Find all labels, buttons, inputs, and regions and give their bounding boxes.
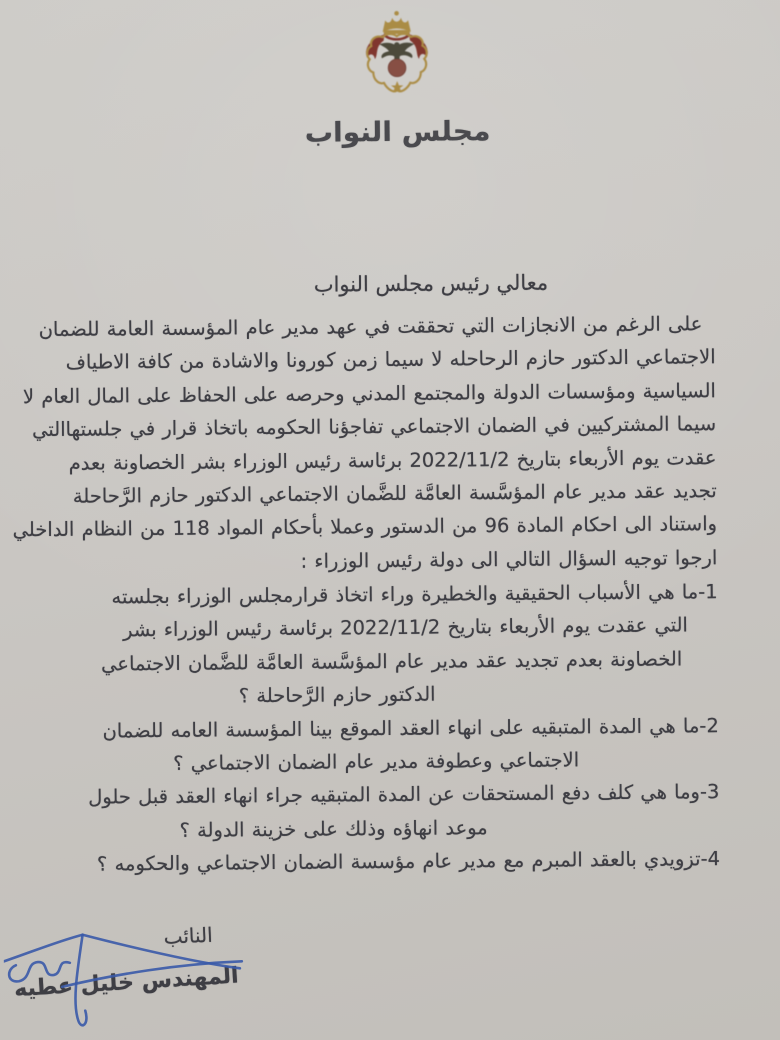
text-line: سيما المشتركيين في الضمان الاجتماعي تفاجؤنا الحكومه باتخاذ قرار في جلستهاالتي: [32, 412, 717, 442]
question-item-1: [63, 575, 719, 714]
text-line: على الرغم من الانجازات التي تحققت في عهد مدير عام المؤسسة العامة للضمان: [38, 312, 703, 342]
eagle-icon: [379, 42, 414, 61]
signatory-name: المهندس خليل عطيه: [13, 963, 240, 1003]
text-line: 1-ما هي الأسباب الحقيقية والخطيرة وراء اتخاذ قرارمجلس الوزراء بجلسته: [111, 580, 718, 609]
text-line: الاجتماعي الدكتور حازم الرحاحله لا سيما زمن كورونا والاشادة من كافة الاطياف: [65, 345, 716, 375]
globe-icon: [388, 59, 406, 77]
text-line: تجديد عقد مدير عام المؤسَّسة العامَّة للضَّمان الاجتماعي الدكتور حازم الرَّحاحلة: [72, 479, 717, 508]
jordan-coat-of-arms-icon: [353, 8, 442, 106]
text-line: التي عقدت يوم الأربعاء بتاريخ 2022/11/2 برئاسة رئيس الوزراء بشر: [122, 613, 689, 642]
text-line: 2-ما هي المدة المتبقيه على انهاء العقد الموقع بينا المؤسسة العامه للضمان: [102, 713, 719, 743]
signatory-title: النائب: [163, 922, 214, 949]
signature-block: [3, 891, 274, 1040]
text-line: الخصاونة بعدم تجديد عقد مدير عام المؤسَّسة العامَّة للضَّمان الاجتماعي: [101, 647, 683, 676]
question-item-3: [64, 776, 720, 849]
text-line: عقدت يوم الأربعاء بتاريخ 2022/11/2 برئاسة رئيس الوزراء بشر الخصاونة بعدم: [68, 445, 717, 475]
salutation-text: معالي رئيس مجلس النواب: [313, 270, 549, 297]
text-line: موعد انهاؤه وذلك على خزينة الدولة ؟: [179, 816, 488, 842]
letterhead: [0, 5, 777, 152]
text-line: 3-وما هي كلف دفع المستحقات عن المدة المتبقيه جراء انهاء العقد قبل حلول: [88, 780, 720, 810]
letter-paragraph: [12, 307, 718, 580]
text-line: الاجتماعي وعطوفة مدير عام الضمان الاجتماعي ؟: [173, 748, 580, 775]
crown-icon: [382, 11, 410, 34]
text-line: السياسية ومؤسسات الدولة والمجتمع المدني وحرصه على الحفاظ على المال العام لا: [22, 378, 716, 409]
text-line: واستناد الى احكام المادة 96 من الدستور وعملا بأحكام المواد 118 من النظام الداخلي: [12, 512, 718, 542]
text-line: الدكتور حازم الرَّحاحلة ؟: [238, 682, 436, 708]
question-item-2: [64, 709, 720, 782]
salutation-heading: [0, 269, 778, 300]
parliament-calligraphy: مجلس النواب: [304, 116, 491, 149]
text-line: ارجوا توجيه السؤال التالي الى دولة رئيس الوزراء :: [300, 545, 718, 573]
text-line: 4-تزويدي بالعقد المبرم مع مدير عام مؤسسة الضمان الاجتماعي والحكومه ؟: [96, 847, 721, 876]
question-item-4: [65, 842, 720, 881]
questions-list: [63, 575, 721, 881]
